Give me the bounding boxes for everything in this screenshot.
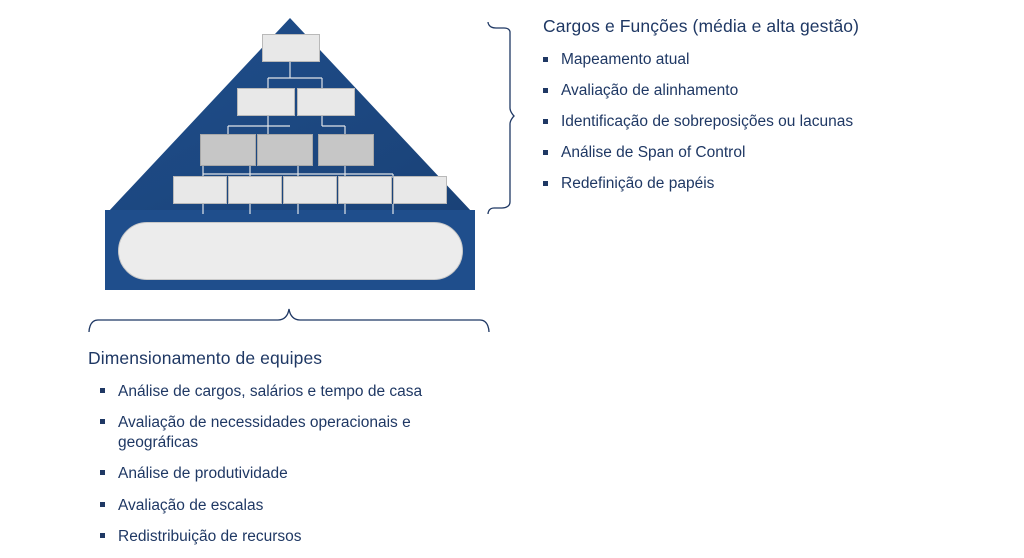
list-item: Análise de cargos, salários e tempo de casa xyxy=(96,382,528,401)
list-item: Avaliação de necessidades operacionais e geográficas xyxy=(96,413,448,452)
bottom-callout-title: Dimensionamento de equipes xyxy=(88,348,323,368)
org-box-base-pill xyxy=(118,222,463,280)
right-callout-bullets xyxy=(488,51,1008,194)
list-item: Análise de Span of Control xyxy=(543,144,1008,163)
list-item: Redistribuição de recursos xyxy=(96,527,528,546)
list-item: Mapeamento atual xyxy=(543,51,1008,70)
bottom-callout xyxy=(88,348,528,558)
right-callout xyxy=(488,16,1008,206)
org-box-level1-1 xyxy=(262,34,320,62)
list-item: Redefinição de papéis xyxy=(543,175,1008,194)
org-box-level3-3 xyxy=(318,134,374,166)
list-item: Avaliação de alinhamento xyxy=(543,82,1008,101)
org-box-level4-5 xyxy=(393,176,447,204)
right-callout-title: Cargos e Funções (média e alta gestão) xyxy=(543,16,860,36)
list-item: Avaliação de escalas xyxy=(96,496,528,515)
list-item: Análise de produtividade xyxy=(96,464,528,483)
list-item: Identificação de sobreposições ou lacunas xyxy=(543,113,1008,132)
org-box-level4-1 xyxy=(173,176,227,204)
org-box-level2-2 xyxy=(297,88,355,116)
org-box-level3-1 xyxy=(200,134,256,166)
bottom-brace xyxy=(86,306,496,336)
org-box-level4-3 xyxy=(283,176,337,204)
pyramid-diagram xyxy=(0,0,520,300)
bottom-callout-bullets xyxy=(88,382,528,546)
org-box-level2-1 xyxy=(237,88,295,116)
org-box-level4-4 xyxy=(338,176,392,204)
org-box-level4-2 xyxy=(228,176,282,204)
org-box-level3-2 xyxy=(257,134,313,166)
